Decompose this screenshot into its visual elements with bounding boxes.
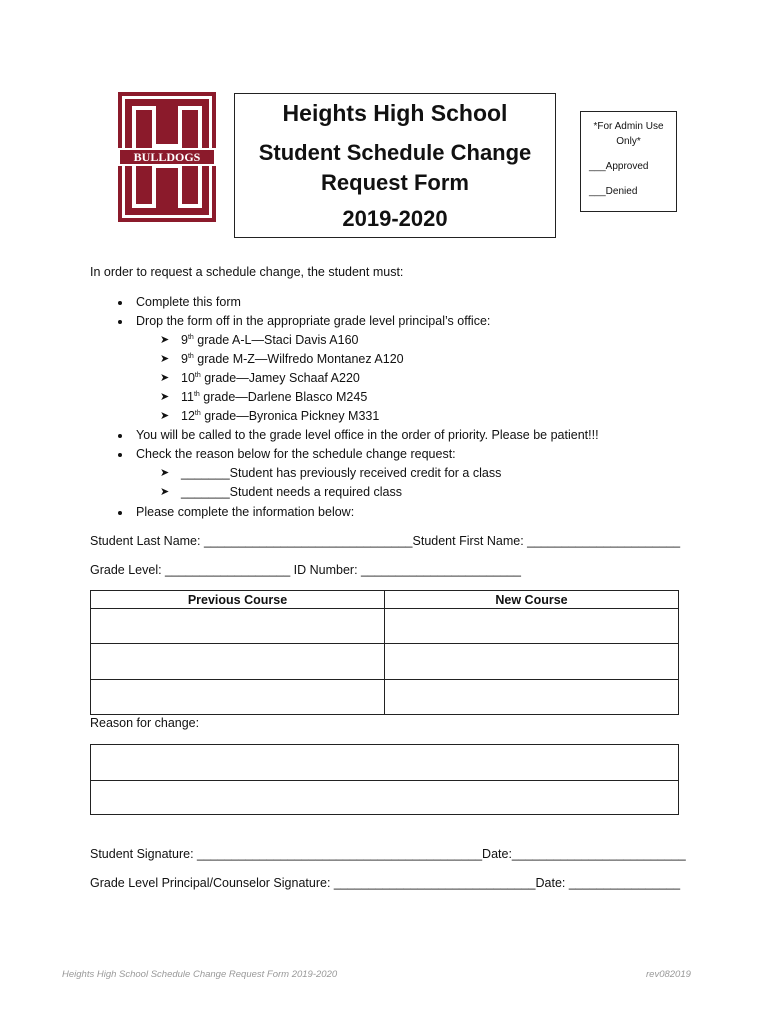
reason-cell[interactable] xyxy=(92,781,677,814)
reason-option-credit[interactable]: _______Student has previously received credit for a class xyxy=(181,466,502,480)
admin-denied[interactable]: ___Denied xyxy=(589,186,638,197)
form-title-line1: Student Schedule Change xyxy=(258,140,532,165)
intro-text: In order to request a schedule change, the student must: xyxy=(90,265,404,279)
arrow-icon: ➤ xyxy=(160,486,170,498)
bullet-icon xyxy=(118,434,122,438)
reason-label: Reason for change: xyxy=(90,716,200,730)
previous-course-header: Previous Course xyxy=(187,593,288,607)
grade-item: 10th grade—Jamey Schaaf A220 xyxy=(181,371,360,385)
admin-box xyxy=(580,111,677,212)
reason-table xyxy=(90,744,679,815)
logo-text: BULLDOGS xyxy=(133,150,201,164)
new-course-cell[interactable] xyxy=(386,680,677,714)
grade-id-field[interactable]: Grade Level: __________________ ID Number: _______________________ xyxy=(90,563,521,577)
new-course-cell[interactable] xyxy=(386,644,677,679)
grade-item: 9th grade M-Z—Wilfredo Montanez A120 xyxy=(181,352,404,366)
admin-approved[interactable]: ___Approved xyxy=(589,161,649,172)
title-box xyxy=(234,93,556,238)
new-course-cell[interactable] xyxy=(386,609,677,643)
name-field[interactable]: Student Last Name: ______________________________Student First Name: ______________________ xyxy=(90,534,681,548)
previous-course-cell[interactable] xyxy=(92,644,383,679)
grade-item: 11th grade—Darlene Blasco M245 xyxy=(181,390,368,404)
previous-course-cell[interactable] xyxy=(92,609,383,643)
step-reason: Check the reason below for the schedule change request: xyxy=(136,447,456,461)
reason-cell[interactable] xyxy=(92,746,677,779)
previous-course-cell[interactable] xyxy=(92,680,383,714)
arrow-icon: ➤ xyxy=(160,391,170,403)
admin-title: *For Admin Use Only* xyxy=(593,121,664,147)
form-title xyxy=(235,138,555,198)
arrow-icon: ➤ xyxy=(160,334,170,346)
grade-item: 9th grade A-L—Staci Davis A160 xyxy=(181,333,359,347)
step-complete: Complete this form xyxy=(136,295,241,309)
step-info: Please complete the information below: xyxy=(136,505,355,519)
school-logo xyxy=(118,92,216,222)
bullet-icon xyxy=(118,301,122,305)
step-wait: You will be called to the grade level office in the order of priority. Please be patient!!! xyxy=(136,428,599,442)
footer-left: Heights High School Schedule Change Request Form 2019-2020 xyxy=(62,969,338,980)
course-table xyxy=(90,590,679,715)
grade-item: 12th grade—Byronica Pickney M331 xyxy=(181,409,380,423)
bullet-icon xyxy=(118,453,122,457)
bullet-icon xyxy=(118,511,122,515)
arrow-icon: ➤ xyxy=(160,353,170,365)
step-dropoff: Drop the form off in the appropriate grade level principal’s office: xyxy=(136,314,491,328)
arrow-icon: ➤ xyxy=(160,410,170,422)
footer-right: rev082019 xyxy=(646,969,691,980)
bullet-icon xyxy=(118,320,122,324)
student-signature-field[interactable]: Student Signature: _________________________________________Date:_________________________ xyxy=(90,847,686,861)
arrow-icon: ➤ xyxy=(160,372,170,384)
reason-option-required[interactable]: _______Student needs a required class xyxy=(181,485,402,499)
new-course-header: New Course xyxy=(495,593,568,607)
school-year: 2019-2020 xyxy=(342,206,448,231)
arrow-icon: ➤ xyxy=(160,467,170,479)
form-title-line2: Request Form xyxy=(321,170,469,195)
principal-signature-field[interactable]: Grade Level Principal/Counselor Signature: _____________________________Date: ________________ xyxy=(90,876,681,890)
school-name: Heights High School xyxy=(282,100,508,126)
